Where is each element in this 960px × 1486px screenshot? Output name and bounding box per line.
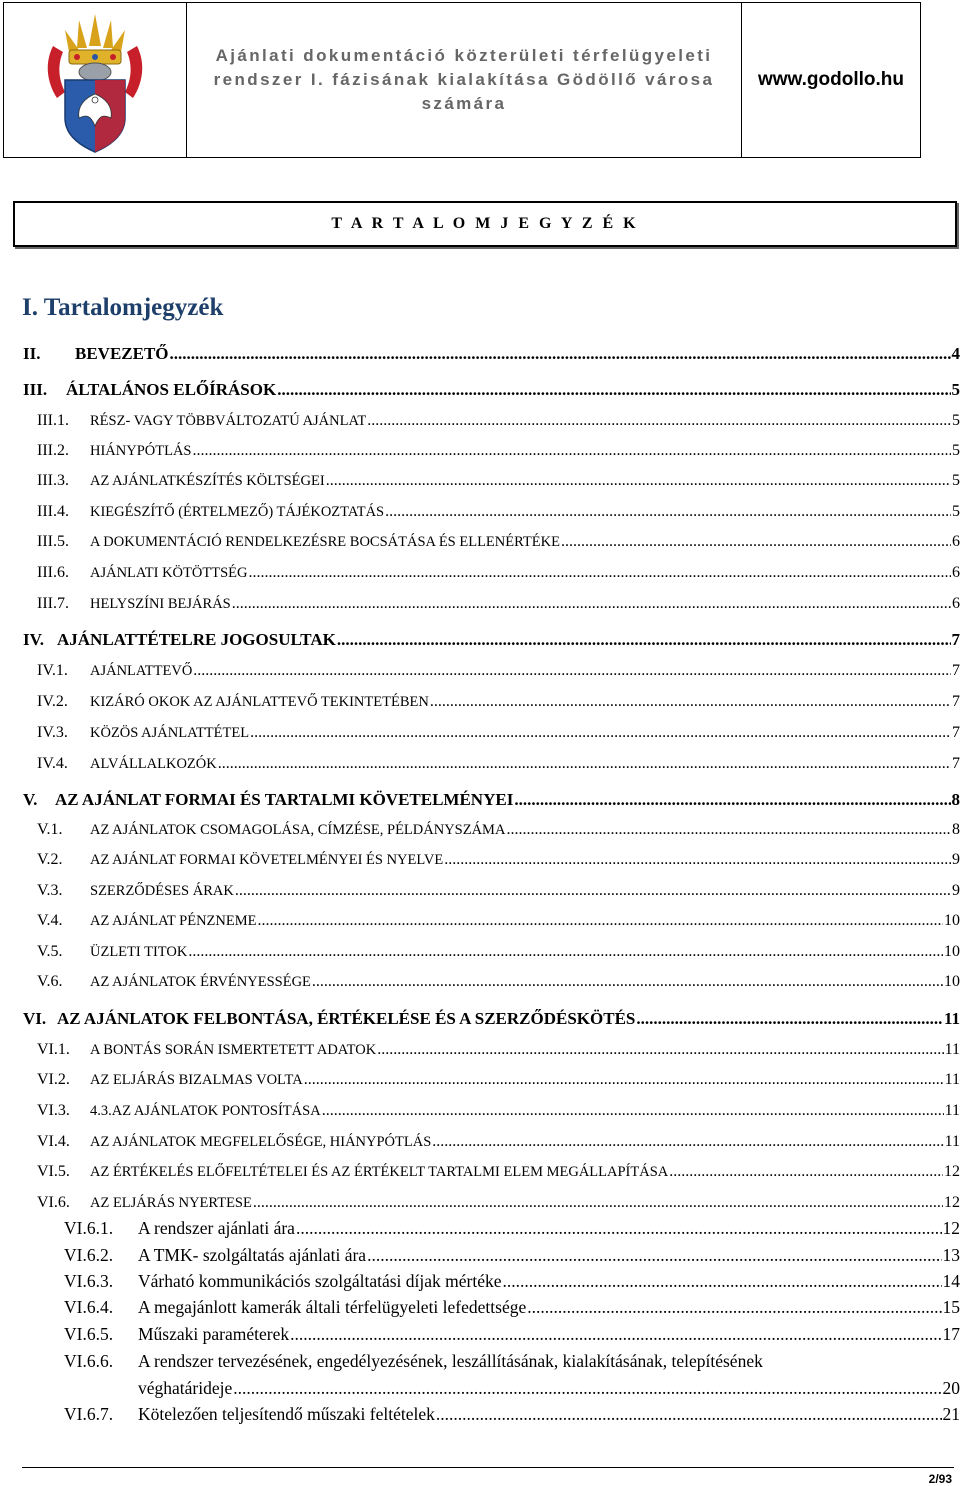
toc-entry[interactable]: III.1. RÉSZ- VAGY TÖBBVÁLTOZATÚ AJÁNLAT ..... 5 [37, 412, 960, 430]
toc-entry[interactable]: VI.3. 4.3.AZ AJÁNLATOK PONTOSÍTÁSA ..... 11 [37, 1102, 960, 1120]
document-header [3, 2, 921, 158]
city-coat-of-arms-icon [35, 6, 155, 154]
toc-entry[interactable]: V.6. AZ AJÁNLATOK ÉRVÉNYESSÉGE ..... 10 [37, 973, 960, 991]
toc-entry[interactable]: III.3. AZ AJÁNLATKÉSZÍTÉS KÖLTSÉGEI ..... 5 [37, 472, 960, 490]
toc-entry[interactable]: III.5. A DOKUMENTÁCIÓ RENDELKEZÉSRE BOCSÁTÁSA ÉS ELLENÉRTÉKE ..... 6 [37, 533, 960, 551]
toc-entry[interactable]: IV.2. KIZÁRÓ OKOK AZ AJÁNLATTEVŐ TEKINTETÉBEN ..... 7 [37, 693, 960, 711]
toc-entry[interactable]: VI.4. AZ AJÁNLATOK MEGFELELŐSÉGE, HIÁNYPÓTLÁS ..... 11 [37, 1133, 960, 1151]
logo-cell [4, 3, 187, 157]
toc-entry[interactable]: VI.6. AZ ELJÁRÁS NYERTESE ..... 12 [37, 1194, 960, 1212]
website-url-cell [742, 3, 920, 157]
toc-entry[interactable]: III.2. HIÁNYPÓTLÁS ..... 5 [37, 442, 960, 460]
toc-entry[interactable]: III. ÁLTALÁNOS ELŐÍRÁSOK ..... 5 [23, 380, 960, 400]
toc-entry[interactable]: VI. AZ AJÁNLATOK FELBONTÁSA, ÉRTÉKELÉSE ÉS A SZERZŐDÉSKÖTÉS ..... 11 [23, 1009, 960, 1029]
toc-entry[interactable]: V.1. AZ AJÁNLATOK CSOMAGOLÁSA, CÍMZÉSE, PÉLDÁNYSZÁMA ..... 8 [37, 821, 960, 839]
toc-banner-text: T A R T A L O M J E G Y Z É K [331, 215, 639, 232]
toc-entry[interactable]: VI.6.2. A TMK- szolgáltatás ajánlati ára ..... 13 [64, 1245, 960, 1266]
document-title: Ajánlati dokumentáció közterületi térfelügyeleti rendszer I. fázisának kialakítása Gödöllő városa számára [213, 46, 715, 113]
document-title-cell [187, 3, 742, 157]
toc-entry[interactable]: IV.3. KÖZÖS AJÁNLATTÉTEL ..... 7 [37, 724, 960, 742]
toc-entry[interactable]: II. BEVEZETŐ ..... 4 [23, 344, 960, 364]
website-url: www.godollo.hu [758, 69, 904, 90]
toc-banner [13, 201, 957, 247]
toc-entry[interactable]: III.6. AJÁNLATI KÖTÖTTSÉG ..... 6 [37, 564, 960, 582]
toc-entry[interactable]: V.3. SZERZŐDÉSES ÁRAK ..... 9 [37, 882, 960, 900]
toc-entry[interactable]: IV.1. AJÁNLATTEVŐ ..... 7 [37, 662, 960, 680]
toc-entry[interactable]: VI.6.7. Kötelezően teljesítendő műszaki feltételek ..... 21 [64, 1404, 960, 1425]
toc-entry[interactable]: VI.6.3. Várható kommunikációs szolgáltatási díjak mértéke ..... 14 [64, 1271, 960, 1292]
page-number: 2/93 [928, 1472, 952, 1486]
toc-entry[interactable]: V.5. ÜZLETI TITOK ..... 10 [37, 943, 960, 961]
toc-entry[interactable]: IV. AJÁNLATTÉTELRE JOGOSULTAK ..... 7 [23, 630, 960, 650]
toc-entry[interactable]: V. AZ AJÁNLAT FORMAI ÉS TARTALMI KÖVETELMÉNYEI ..... 8 [23, 790, 960, 810]
toc-entry[interactable]: VI.6.1. A rendszer ajánlati ára ..... 12 [64, 1218, 960, 1239]
toc-entry[interactable]: VI.5. AZ ÉRTÉKELÉS ELŐFELTÉTELEI ÉS AZ ÉRTÉKELT TARTALMI ELEM MEGÁLLAPÍTÁSA ..... 12 [37, 1163, 960, 1181]
toc-entry[interactable]: VI.2. AZ ELJÁRÁS BIZALMAS VOLTA ..... 11 [37, 1071, 960, 1089]
toc-entry[interactable]: V.4. AZ AJÁNLAT PÉNZNEME ..... 10 [37, 912, 960, 930]
toc-heading: I. Tartalomjegyzék [22, 294, 224, 321]
toc-entry[interactable]: VI.6.6. A rendszer tervezésének, engedélyezésének, leszállításának, kialakításának, telepítésének [64, 1351, 763, 1371]
toc-entry-continuation[interactable]: véghatárideje ..... 20 [138, 1378, 960, 1399]
toc-entry[interactable]: VI.6.4. A megajánlott kamerák általi térfelügyeleti lefedettsége ..... 15 [64, 1297, 960, 1318]
toc-entry[interactable]: IV.4. ALVÁLLALKOZÓK ..... 7 [37, 755, 960, 773]
toc-entry[interactable]: VI.1. A BONTÁS SORÁN ISMERTETETT ADATOK ..... 11 [37, 1041, 960, 1059]
footer-divider [22, 1467, 954, 1468]
toc-entry[interactable]: VI.6.5. Műszaki paraméterek ..... 17 [64, 1324, 960, 1345]
toc-entry[interactable]: V.2. AZ AJÁNLAT FORMAI KÖVETELMÉNYEI ÉS NYELVE ..... 9 [37, 851, 960, 869]
toc-entry[interactable]: III.7. HELYSZÍNI BEJÁRÁS ..... 6 [37, 595, 960, 613]
toc-entry[interactable]: III.4. KIEGÉSZÍTŐ (ÉRTELMEZŐ) TÁJÉKOZTATÁS ..... 5 [37, 503, 960, 521]
